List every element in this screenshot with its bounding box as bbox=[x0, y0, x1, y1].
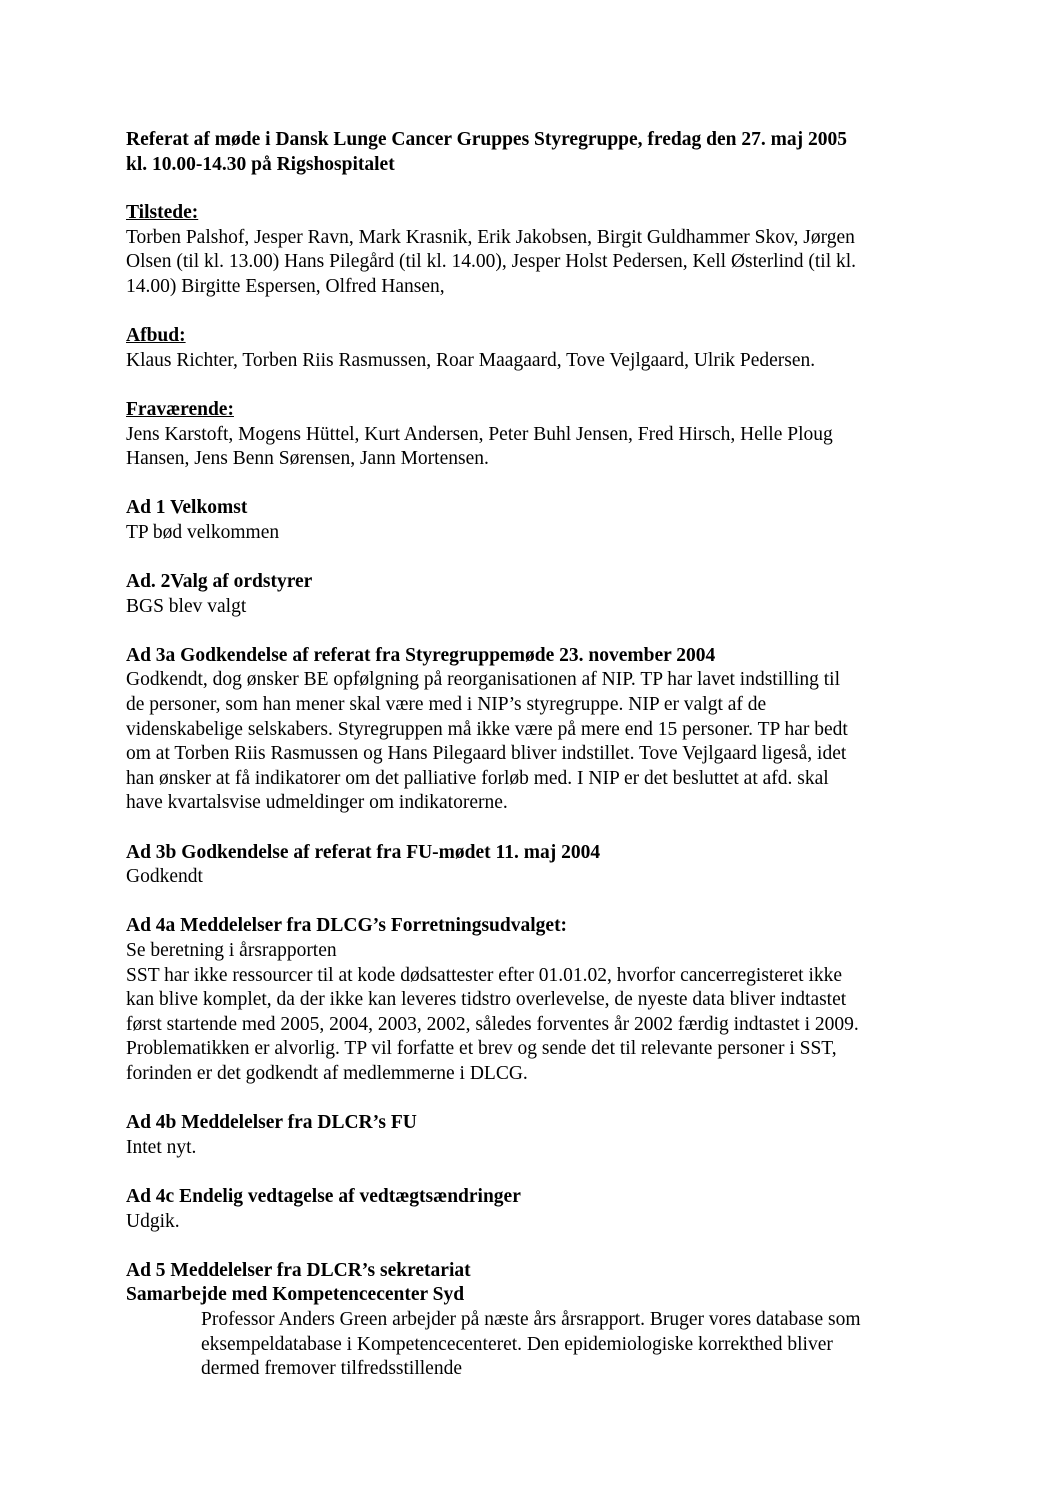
body-line: Se beretning i årsrapporten bbox=[126, 940, 337, 961]
section-afbud bbox=[126, 324, 946, 373]
section-heading-ad2: Ad. 2Valg af ordstyrer bbox=[126, 571, 313, 593]
body-line: TP bød velkommen bbox=[126, 521, 280, 543]
section-ad2 bbox=[126, 570, 946, 619]
body-line: Godkendt, dog ønsker BE opfølgning på reorganisationen af NIP. TP har lavet indstilling til bbox=[126, 669, 840, 691]
body-line: BGS blev valgt bbox=[126, 595, 247, 617]
body-line: kan blive komplet, da der ikke kan leveres tidstro overlevelse, de nyeste data bliver indtastet bbox=[126, 989, 847, 1011]
section-heading-ad4b: Ad 4b Meddelelser fra DLCR’s FU bbox=[126, 1112, 417, 1134]
body-line: Klaus Richter, Torben Riis Rasmussen, Roar Maagaard, Tove Vejlgaard, Ulrik Pedersen. bbox=[126, 349, 816, 371]
body-line: Torben Palshof, Jesper Ravn, Mark Krasnik, Erik Jakobsen, Birgit Guldhammer Skov, Jørgen bbox=[126, 226, 855, 248]
section-heading-ad3a: Ad 3a Godkendelse af referat fra Styregruppemøde 23. november 2004 bbox=[126, 644, 716, 666]
section-fravaerende bbox=[126, 398, 946, 472]
body-line: de personer, som han mener skal være med i NIP’s styregruppe. NIP er valgt af de bbox=[126, 694, 767, 716]
section-tilstede bbox=[126, 201, 946, 299]
document-page bbox=[126, 128, 946, 1406]
body-line: han ønsker at få indikatorer om det palliative forløb med. I NIP er det besluttet at afd. skal bbox=[126, 767, 829, 789]
section-body-tilstede bbox=[126, 226, 946, 300]
section-ad4b bbox=[126, 1111, 946, 1160]
section-body-ad4b bbox=[126, 1136, 946, 1161]
body-line: forinden er det godkendt af medlemmerne i DLCG. bbox=[126, 1062, 528, 1084]
body-line: eksempeldatabase i Kompetencecenteret. Den epidemiologiske korrekthed bliver bbox=[201, 1333, 833, 1355]
body-line: Godkendt bbox=[126, 866, 203, 888]
body-line: dermed fremover tilfredsstillende bbox=[201, 1358, 462, 1380]
document-title bbox=[126, 128, 946, 177]
body-line: videnskabelige selskabers. Styregruppen må ikke være på mere end 15 personer. TP har bedt bbox=[126, 718, 848, 740]
body-line: Professor Anders Green arbejder på næste års årsrapport. Bruger vores database som bbox=[201, 1308, 861, 1330]
section-ad5 bbox=[126, 1259, 946, 1382]
section-body-ad4c bbox=[126, 1210, 946, 1235]
section-body-ad5 bbox=[126, 1308, 946, 1382]
body-line: Udgik. bbox=[126, 1210, 180, 1232]
section-ad4c bbox=[126, 1185, 946, 1234]
section-ad3b bbox=[126, 841, 946, 890]
section-body-ad3b bbox=[126, 865, 946, 890]
body-line: Problematikken er alvorlig. TP vil forfatte et brev og sende det til relevante personer i SST, bbox=[126, 1038, 837, 1060]
section-heading-tilstede: Tilstede: bbox=[126, 202, 199, 224]
section-heading-afbud: Afbud: bbox=[126, 325, 186, 347]
section-body-ad3a bbox=[126, 668, 946, 816]
section-ad3a bbox=[126, 644, 946, 816]
section-heading-ad3b: Ad 3b Godkendelse af referat fra FU-mødet 11. maj 2004 bbox=[126, 841, 601, 863]
body-line: 14.00) Birgitte Espersen, Olfred Hansen, bbox=[126, 275, 445, 297]
body-line: Olsen (til kl. 13.00) Hans Pilegård (til kl. 14.00), Jesper Holst Pedersen, Kell Østerlind (til kl. bbox=[126, 251, 857, 273]
section-heading-ad4c: Ad 4c Endelig vedtagelse af vedtægtsændringer bbox=[126, 1185, 521, 1207]
section-body-ad2 bbox=[126, 595, 946, 620]
body-line: Intet nyt. bbox=[126, 1136, 197, 1158]
body-line: Hansen, Jens Benn Sørensen, Jann Mortensen. bbox=[126, 448, 489, 470]
title-line-2: kl. 10.00-14.30 på Rigshospitalet bbox=[126, 153, 395, 175]
body-line: Jens Karstoft, Mogens Hüttel, Kurt Andersen, Peter Buhl Jensen, Fred Hirsch, Helle Ploug bbox=[126, 423, 833, 445]
section-body-ad1 bbox=[126, 521, 946, 546]
section-ad1 bbox=[126, 496, 946, 545]
section-body-afbud bbox=[126, 349, 946, 374]
section-heading-ad4a: Ad 4a Meddelelser fra DLCG’s Forretningsudvalget: bbox=[126, 915, 568, 937]
section-heading-ad5: Ad 5 Meddelelser fra DLCR’s sekretariat bbox=[126, 1259, 471, 1281]
section-body-fravaerende bbox=[126, 423, 946, 472]
section-heading-fravaerende: Fraværende: bbox=[126, 398, 234, 420]
section-body-ad4a bbox=[126, 939, 946, 1087]
section-heading-ad1: Ad 1 Velkomst bbox=[126, 497, 248, 519]
body-line: om at Torben Riis Rasmussen og Hans Pilegaard bliver indstillet. Tove Vejlgaard ligeså, idet bbox=[126, 743, 847, 765]
title-line-1: Referat af møde i Dansk Lunge Cancer Gruppes Styregruppe, fredag den 27. maj 2005 bbox=[126, 129, 847, 150]
section-subheading-ad5: Samarbejde med Kompetencecenter Syd bbox=[126, 1284, 465, 1306]
body-line: SST har ikke ressourcer til at kode dødsattester efter 01.01.02, hvorfor cancerregisteret ikke bbox=[126, 964, 843, 986]
body-line: først startende med 2005, 2004, 2003, 2002, således forventes år 2002 færdig indtastet i 2009. bbox=[126, 1013, 859, 1035]
section-ad4a bbox=[126, 914, 946, 1086]
body-line: have kvartalsvise udmeldinger om indikatorerne. bbox=[126, 792, 508, 814]
